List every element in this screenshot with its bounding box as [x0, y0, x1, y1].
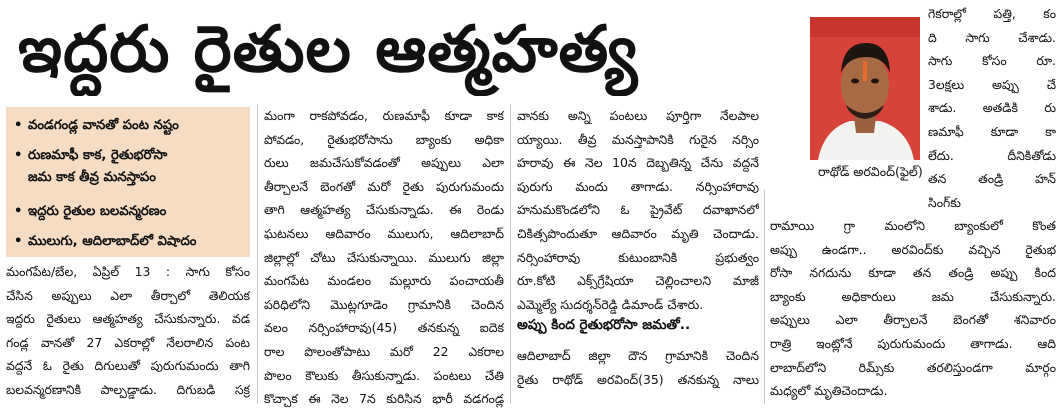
- text-line: ఘటనలు ఆదివారం ములుగు, ఆదిలాబాద్: [264, 225, 504, 241]
- text-line: రోసా నగదును కూడా తన తండ్రి అప్పు కింద: [770, 265, 1056, 281]
- subheading: అప్పు కింద రైతుభరోసా జమతో..: [517, 317, 691, 333]
- text-line: వద్దనే ఓ రైతు దిగులుతో పురుగుమందు తాగి: [6, 358, 250, 374]
- text-line: రైతు రాథోడ్ అరవింద్(35) తనకున్న నాలు: [517, 371, 759, 387]
- text-line: మంగపేట/బేల, ఏప్రిల్ 13 : సాగు కోసం: [6, 264, 250, 279]
- column-4: [928, 2, 1056, 214]
- highlight-text: వండగండ్ల వానతో పంట నష్టం: [28, 118, 179, 133]
- text-line: సాగు కోసం రూ.: [928, 53, 1056, 69]
- text-line: అప్పులు ఎలా తీర్చాలనే బెంగతో శనివారం: [770, 312, 1056, 328]
- text-line: అప్పు ఉండగా.. అరవింద్‌కు వచ్చిన రైతుభ: [770, 241, 1056, 257]
- text-line: లేదు. దీనికితోడు: [928, 147, 1056, 163]
- text-line: శాడు. అతడికి రు: [928, 100, 1056, 116]
- farmer-photo: [810, 17, 920, 160]
- text-line: మంగా రాకపోవడం, రుణమాఫీ కూడా కాక: [264, 108, 504, 123]
- text-line: పోవడం, రైతుభరోసాను బ్యాంకు అధికా: [264, 131, 504, 147]
- text-line: య్యాయి. తీవ్ర మనస్తాపానికి గురైన నర్సిం: [517, 131, 759, 147]
- text-line: తన తండ్రి హన్: [928, 171, 1056, 187]
- text-line: చేసిన అప్పులు ఎలా తీర్చాలో తెలియక: [6, 287, 250, 303]
- headline: ఇద్దరు రైతుల ఆత్మహత్య: [18, 13, 639, 87]
- text-line: గండ్ల వానతో 27 ఎకరాల్లో నేలరాలిన పంట: [6, 334, 250, 350]
- text-line: 3లక్షలు అప్పు చే: [928, 76, 1056, 92]
- text-line: పొలం కౌలుకు తీసుకున్నాడు. పంటలు చేతి: [264, 367, 504, 383]
- text-line: ఇద్దరు రైతులు ఆత్మహత్య చేసుకున్నారు. వడ: [6, 311, 250, 327]
- bullet-icon: •: [14, 234, 23, 249]
- column-divider: [510, 104, 511, 404]
- text-line: జిల్లాల్లో చోటు చేసుకున్నాయి. ములుగు జిల్లా: [264, 249, 504, 265]
- text-line: వలం నర్సింహారావు(45) తనకున్న ఐదెక: [264, 320, 504, 336]
- text-line: వానకు అన్ని పంటలు పూర్తిగా నేలపాల: [517, 108, 759, 123]
- text-line: చికిత్సపొందుతూ ఆదివారం మృతి చెందాడు.: [517, 225, 759, 241]
- text-line: బ్యాంకు అధికారులు జమ చేసుకున్నారు.: [770, 288, 1056, 304]
- highlight-text: రుణమాఫీ కాక, రైతుభరోసా: [28, 148, 168, 163]
- text-line: హరావు ఈ నెల 10న దెబ్బతిన్న చేను వద్దనే: [517, 155, 759, 171]
- text-line: పురుగు మందు తాగాడు. నర్సింహారావు: [517, 178, 759, 194]
- column-3: [517, 104, 759, 316]
- text-line: రాత్రి ఇంట్లోనే పురుగుమందు తాగాడు. ఆది: [770, 335, 1056, 351]
- text-line: తీర్చాలనే బెంగతో మరో రైతు పురుగుమందు: [264, 178, 504, 194]
- text-line: బలవన్మరణానికి పాల్పడ్డాడు. దిగుబడి సక్ర: [6, 381, 250, 397]
- text-line: సింగ్‌కు: [928, 194, 961, 210]
- text-line: కొచ్చాక ఈ నెల 7న కురిసిన భారీ వడగండ్ల: [264, 391, 504, 407]
- highlights-box: [6, 107, 250, 257]
- column-3-continued: [517, 344, 759, 391]
- text-line: రూ.కోటి ఎక్స్‌గ్రేషియా చెల్లించాలని మాజీ: [517, 273, 759, 289]
- text-line: తాగి ఆత్మహత్య చేసుకున్నాడు. ఈ రెండు: [264, 202, 504, 218]
- text-line: హనుమకొండలోని ఓ ప్రైవేట్ దవాఖానలో: [517, 202, 759, 218]
- person-portrait-icon: [810, 17, 920, 160]
- highlight-text: జమ కాక తీవ్ర మనస్తాపం: [28, 170, 156, 185]
- text-line: మధ్యలో మృతిచెందాడు.: [770, 383, 888, 399]
- photo-caption: రాథోడ్ అరవింద్(ఫైల్): [818, 164, 923, 179]
- bullet-icon: •: [14, 118, 23, 133]
- text-line: ఆదిలాబాద్ జిల్లా దౌన గ్రామానికి చెందిన: [517, 348, 759, 363]
- bullet-icon: •: [14, 148, 23, 163]
- column-4-continued: [770, 214, 1056, 403]
- highlight-text: ములుగు, ఆదిలాబాద్‌లో విషాదం: [28, 234, 197, 249]
- bullet-icon: •: [14, 204, 23, 219]
- text-line: రామాయి గ్రా మంలోని బ్యాంకులో కొంత: [770, 218, 1056, 233]
- text-line: ణమాఫీ కూడా కా: [928, 123, 1056, 139]
- text-line: మంగపేట మండలం మల్లూరు పంచాయతీ: [264, 273, 504, 289]
- text-line: రాల పొలంతోపాటు మరో 22 ఎకరాల: [264, 343, 504, 359]
- column-2: [264, 104, 504, 411]
- text-line: పరిధిలోని మొట్లగూడెం గ్రామానికి చెందిన: [264, 296, 504, 312]
- text-line: గెకరాల్లో పత్తి, కం: [928, 6, 1056, 21]
- text-line: ది సాగు చేశాడు.: [928, 29, 1056, 45]
- text-line: నర్సింహారావు కుటుంబానికి ప్రభుత్వం: [517, 249, 759, 265]
- column-divider: [764, 190, 765, 404]
- highlight-text: ఇద్దరు రైతుల బలవన్మరణం: [28, 204, 167, 219]
- text-line: లాబాద్‌లోని రిమ్స్‌కు తరలిస్తుండగా మార్గం: [770, 359, 1056, 375]
- text-line: ఎమ్మెల్యే సుదర్శన్‌రెడ్డి డిమాండ్ చేశారు.: [517, 296, 704, 312]
- column-1: [6, 260, 250, 402]
- column-divider: [257, 104, 258, 404]
- text-line: రులు జమచేసుకోవడంతో అప్పులు ఎలా: [264, 155, 504, 171]
